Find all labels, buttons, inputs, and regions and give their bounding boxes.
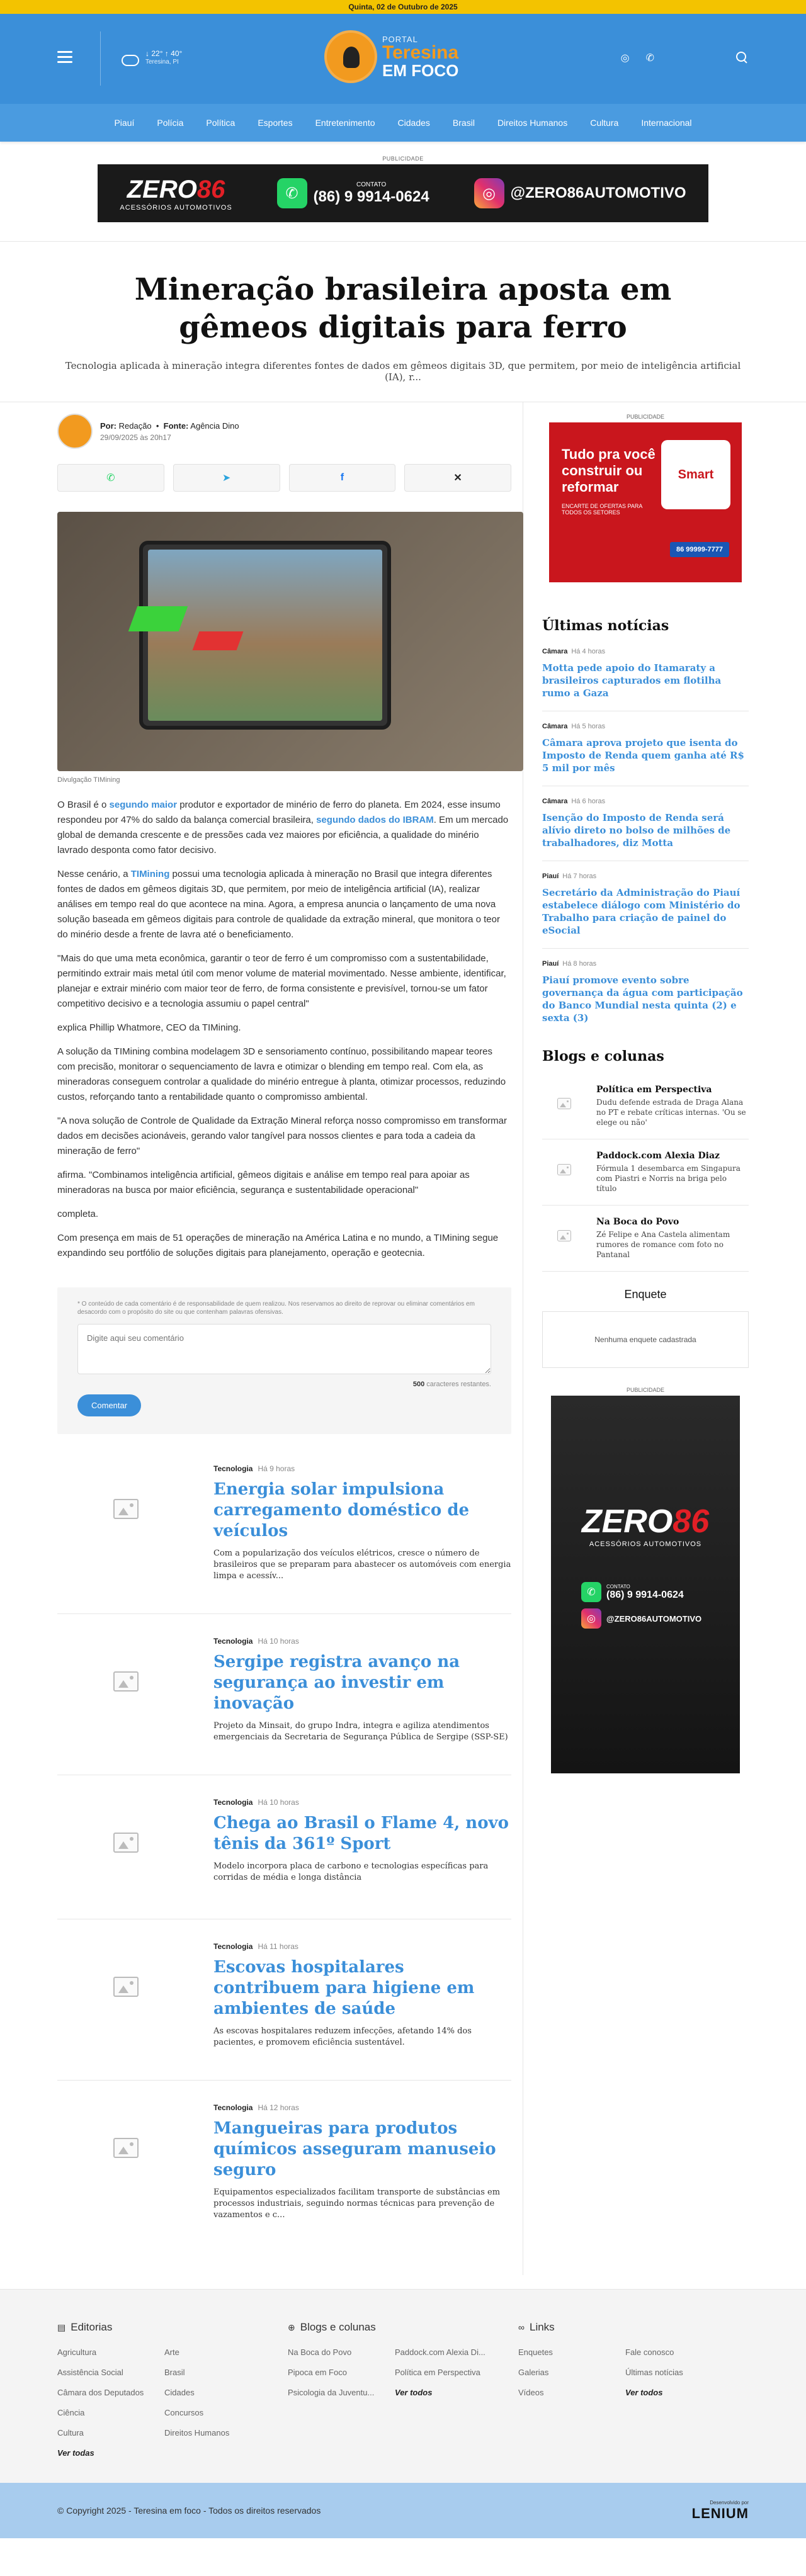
related-title[interactable]: Mangueiras para produtos químicos asseguram manuseio seguro <box>213 2119 496 2179</box>
footer-editorias <box>57 2321 288 2458</box>
footer-link[interactable]: Política em Perspectiva <box>395 2368 480 2377</box>
time: Há 11 horas <box>258 1942 298 1951</box>
article-date: 29/09/2025 às 20h17 <box>100 432 171 442</box>
paragraph: "Mais do que uma meta econômica, garantir o teor de ferro é um compromisso com a sustentabilidade, permitindo extrair mais metal útil com menor volume de material movimentado. Nesse ambiente, identificar, planejar e extrair minério com maior teor de ferro, de forma consistente e previsível, tornou-se um fator competitivo decisivo e a tecnologia assumiu o papel central" <box>57 953 506 1009</box>
category: Câmara <box>542 648 568 655</box>
share-row <box>57 464 511 512</box>
source-label: Fonte: <box>163 421 189 431</box>
footer-links-title: Links <box>529 2321 555 2333</box>
time: Há 6 horas <box>571 798 606 805</box>
x-icon: ✕ <box>453 473 462 483</box>
paragraph: completa. <box>57 1209 99 1219</box>
ad-instagram: @ZERO86AUTOMOTIVO <box>510 184 686 201</box>
side-ad-smart[interactable] <box>549 422 742 582</box>
ad-instagram: @ZERO86AUTOMOTIVO <box>606 1613 702 1624</box>
site-logo[interactable] <box>324 30 458 83</box>
poll-title: Enquete <box>624 1288 667 1301</box>
category: Piauí <box>542 873 559 880</box>
blogs-title: Blogs e colunas <box>542 1048 664 1065</box>
image-icon <box>557 1230 571 1241</box>
side-ad-sub: ENCARTE DE OFERTAS PARA TODOS OS SETORES <box>562 503 642 516</box>
list-item <box>542 873 749 949</box>
category: Tecnologia <box>213 2103 253 2112</box>
article-title: Mineração brasileira aposta em gêmeos digitais para ferro <box>134 272 672 345</box>
related-title[interactable]: Escovas hospitalares contribuem para higiene em ambientes de saúde <box>213 1958 475 2018</box>
blog-text: Fórmula 1 desembarca em Singapura com Piastri e Norris na briga pelo título <box>596 1164 741 1193</box>
category: Tecnologia <box>213 1637 253 1646</box>
logo-line2: Teresina <box>382 42 459 63</box>
footer-link[interactable]: Arte <box>164 2347 179 2357</box>
footer-link[interactable]: Ciência <box>57 2408 85 2417</box>
time: Há 12 horas <box>258 2103 299 2112</box>
footer-link[interactable]: Psicologia da Juventu... <box>288 2388 375 2397</box>
ad-phone: (86) 9 9914-0624 <box>606 1589 684 1600</box>
latest-link[interactable]: Motta pede apoio do Itamaraty a brasileiros capturados em flotilha rumo a Gaza <box>542 662 722 699</box>
latest-title: Últimas notícias <box>542 618 669 634</box>
footer-blogs-title: Blogs e colunas <box>300 2321 376 2333</box>
latest-link[interactable]: Isenção do Imposto de Renda será alívio direto no bolso de milhões de trabalhadores, diz Motta <box>542 812 731 849</box>
image-icon <box>113 1977 139 1997</box>
list-item[interactable] <box>542 1078 749 1139</box>
list-item[interactable] <box>57 1637 511 1775</box>
top-ad <box>0 142 806 242</box>
whatsapp-icon[interactable]: ✆ <box>645 53 654 64</box>
share-telegram-button[interactable] <box>173 464 280 492</box>
char-count: 500 caracteres restantes. <box>412 1381 491 1388</box>
footer-link[interactable]: Brasil <box>164 2368 185 2377</box>
link-segundo-maior[interactable]: segundo maior <box>109 799 178 810</box>
search-icon[interactable] <box>735 50 749 64</box>
paragraph: A solução da TIMining combina modelagem 3D e sensoriamento contínuo, possibilitando mapear teores com precisão, monitorar o sequenciamento de lavra e otimizar o blending em tempo real. Com ela, as mineradoras conseguem controlar a qualidade do minério entregue à planta, otimizar processos, reduzindo custos, reforçando tanto a rentabilidade quanto o compromisso ambiental. <box>57 1046 506 1102</box>
link-timining[interactable]: TIMining <box>130 869 170 879</box>
header-social <box>621 52 654 64</box>
paragraph: afirma. "Combinamos inteligência artificial, gêmeos digitais e análise em tempo real para apoiar as mineradoras na busca por maior eficiência, segurança e sustentabilidade operacional" <box>57 1170 470 1195</box>
header-divider <box>100 31 101 86</box>
nav-item-direitos-humanos[interactable]: Direitos Humanos <box>497 118 568 128</box>
globe-icon: ⊕ <box>288 2322 295 2332</box>
source-name: Agência Dino <box>190 421 239 431</box>
related-news <box>57 1464 511 2252</box>
link-ibram[interactable]: segundo dados do IBRAM <box>316 815 434 825</box>
footer-link[interactable]: Na Boca do Povo <box>288 2347 352 2357</box>
share-facebook-button[interactable] <box>289 464 396 492</box>
article-body <box>57 798 511 1261</box>
footer-link[interactable]: Câmara dos Deputados <box>57 2388 144 2397</box>
nav-item-policia[interactable]: Polícia <box>157 118 184 128</box>
nav-item-internacional[interactable]: Internacional <box>641 118 692 128</box>
ad-brand-left: ZERO <box>581 1503 673 1540</box>
list-item <box>542 798 749 861</box>
blog-text: Zé Felipe e Ana Castela alimentam rumores de romance com foto no Pantanal <box>596 1230 730 1259</box>
category: Tecnologia <box>213 1798 253 1807</box>
nav-item-politica[interactable]: Política <box>206 118 236 128</box>
article-subtitle: Tecnologia aplicada à mineração integra diferentes fontes de dados em gêmeos digitais 3D, que permitem, por meio de inteligência artificial (IA), r... <box>65 360 741 383</box>
footer-link[interactable]: Últimas notícias <box>625 2368 683 2377</box>
comment-input[interactable] <box>77 1324 491 1374</box>
footer-link[interactable]: Fale conosco <box>625 2347 674 2357</box>
related-title[interactable]: Sergipe registra avanço na segurança ao investir em inovação <box>213 1652 460 1713</box>
share-x-button[interactable] <box>404 464 511 492</box>
zero86-banner[interactable] <box>98 164 708 222</box>
instagram-icon: ◎ <box>474 178 504 208</box>
instagram-icon: ◎ <box>581 1608 601 1629</box>
related-title[interactable]: Chega ao Brasil o Flame 4, novo tênis da 361º Sport <box>213 1814 509 1853</box>
developer-credit[interactable] <box>692 2500 749 2522</box>
list-item[interactable] <box>542 1211 749 1272</box>
newspaper-icon: ▤ <box>57 2322 66 2332</box>
whatsapp-icon: ✆ <box>277 178 307 208</box>
author-row: Por: Redação • Fonte: Agência Dino 29/09/2025 às 20h17 <box>57 414 511 464</box>
footer-link[interactable]: Enquetes <box>518 2347 553 2357</box>
comment-note: * O conteúdo de cada comentário é de responsabilidade de quem realizou. Nos reservamos ao direito de reprovar ou eliminar comentários em desacordo com o propósito do site ou que contenham palavras ofensivas. <box>77 1301 475 1316</box>
paragraph: "A nova solução de Controle de Qualidade da Extração Mineral reforça nosso compromisso em transformar dados em decisões acionáveis, gerando valor tangível para nossos clientes e para toda a cadeia da mineração de ferro" <box>57 1116 508 1156</box>
comment-box <box>57 1287 511 1434</box>
ad-contact-label: CONTATO <box>606 1583 630 1590</box>
blog-name: Na Boca do Povo <box>596 1217 679 1227</box>
avatar <box>57 414 93 449</box>
ad-label: PUBLICIDADE <box>626 414 665 420</box>
logo-mark <box>324 30 377 83</box>
related-excerpt: Modelo incorpora placa de carbono e tecnologias específicas para corridas de média e longa distância <box>213 1861 489 1882</box>
image-caption: Divulgação TIMining <box>57 776 120 784</box>
nav-item-esportes[interactable]: Esportes <box>258 118 293 128</box>
poll-empty: Nenhuma enquete cadastrada <box>542 1311 749 1368</box>
weather-city: Teresina, PI <box>145 59 179 65</box>
logo-line1: PORTAL <box>382 34 418 44</box>
side-ad-headline: Tudo pra você construir ou reformar <box>562 446 656 495</box>
time: Há 10 horas <box>258 1637 299 1646</box>
time: Há 4 horas <box>571 648 606 655</box>
article-hero-image <box>57 512 523 771</box>
blog-name: Paddock.com Alexia Diaz <box>596 1151 720 1161</box>
telegram-icon: ➤ <box>222 473 231 483</box>
footer-link[interactable]: Vídeos <box>518 2388 544 2397</box>
list-item[interactable] <box>542 1144 749 1206</box>
list-item <box>542 960 749 1036</box>
instagram-icon[interactable]: ◎ <box>620 53 630 64</box>
footer-link[interactable]: Concursos <box>164 2408 204 2417</box>
ad-label: PUBLICIDADE <box>382 155 424 162</box>
comment-button[interactable]: Comentar <box>77 1394 141 1416</box>
side-ad-phone: 86 99999-7777 <box>670 542 729 557</box>
list-item[interactable] <box>57 1942 511 2081</box>
image-icon <box>113 1833 139 1853</box>
list-item <box>542 648 749 711</box>
latest-link[interactable]: Secretário da Administração do Piauí estabelece diálogo com Ministério do Trabalho para criação de painel do eSocial <box>542 887 741 936</box>
ad-brand-left: ZERO <box>127 175 197 203</box>
footer-link[interactable]: Cultura <box>57 2428 84 2438</box>
footer-see-all[interactable]: Ver todos <box>395 2388 433 2397</box>
copyright: © Copyright 2025 - Teresina em foco - Todos os direitos reservados <box>57 2505 321 2516</box>
paragraph: explica Phillip Whatmore, CEO da TIMining. <box>57 1022 241 1033</box>
ad-label: PUBLICIDADE <box>626 1387 665 1393</box>
category: Câmara <box>542 723 568 730</box>
footer-link[interactable]: Direitos Humanos <box>164 2428 230 2438</box>
image-icon <box>557 1164 571 1175</box>
link-icon: ∞ <box>518 2322 525 2332</box>
category: Tecnologia <box>213 1464 253 1473</box>
nav-item-cultura[interactable]: Cultura <box>590 118 619 128</box>
main-nav <box>0 104 806 142</box>
related-excerpt: Equipamentos especializados facilitam transporte de substâncias em processos industriais, seguindo normas técnicas para prevenção de vazamentos e c... <box>213 2188 501 2220</box>
footer-link[interactable]: Cidades <box>164 2388 195 2397</box>
latest-link[interactable]: Piauí promove evento sobre governança da água com participação do Banco Mundial nesta quinta (2) e sexta (3) <box>542 974 743 1024</box>
nav-item-piaui[interactable]: Piauí <box>114 118 135 128</box>
footer-see-all[interactable]: Ver todos <box>625 2388 663 2397</box>
site-footer <box>0 2289 806 2483</box>
category: Piauí <box>542 960 559 968</box>
category: Câmara <box>542 798 568 805</box>
temp-min: 22 <box>151 49 160 58</box>
ad-phone: (86) 9 9914-0624 <box>313 188 429 205</box>
image-icon <box>557 1098 571 1109</box>
dev-label: Desenvolvido por <box>710 2499 749 2505</box>
footer-link[interactable]: Pipoca em Foco <box>288 2368 347 2377</box>
nav-item-brasil[interactable]: Brasil <box>452 118 475 128</box>
side-ad-zero86[interactable] <box>551 1396 740 1773</box>
image-icon <box>113 2138 139 2158</box>
ad-contact-label: CONTATO <box>356 181 387 188</box>
menu-button[interactable] <box>57 45 80 68</box>
cloud-icon <box>120 51 139 65</box>
footer-link[interactable]: Galerias <box>518 2368 549 2377</box>
time: Há 9 horas <box>258 1464 295 1473</box>
side-ad-brand: Smart <box>661 440 730 509</box>
image-icon <box>113 1499 139 1519</box>
blog-text: Dudu defende estrada de Draga Alana no PT e rebate críticas internas. 'Ou se elege ou não' <box>596 1098 746 1127</box>
temp-max: 40 <box>171 49 179 58</box>
sidebar <box>523 402 749 2275</box>
bottom-bar <box>0 2483 806 2538</box>
related-excerpt: Projeto da Minsait, do grupo Indra, integra e agiliza atendimentos emergenciais da Secretaria de Segurança Pública de Sergipe (SSP-SE) <box>213 1721 508 1742</box>
category: Tecnologia <box>213 1942 253 1951</box>
footer-link[interactable]: Agricultura <box>57 2347 97 2357</box>
footer-link[interactable]: Assistência Social <box>57 2368 123 2377</box>
latest-link[interactable]: Câmara aprova projeto que isenta do Imposto de Renda quem ganha até R$ 5 mil por mês <box>542 737 744 774</box>
footer-blogs <box>288 2321 518 2458</box>
footer-editorias-title: Editorias <box>71 2321 113 2333</box>
whatsapp-icon: ✆ <box>106 473 115 483</box>
list-item <box>542 723 749 786</box>
footer-links <box>518 2321 749 2458</box>
ad-brand-right: 86 <box>673 1503 710 1540</box>
nav-item-entretenimento[interactable]: Entretenimento <box>315 118 375 128</box>
image-icon <box>113 1671 139 1692</box>
logo-line3: EM FOCO <box>382 60 459 80</box>
nav-item-cidades[interactable]: Cidades <box>397 118 430 128</box>
list-item[interactable] <box>57 1464 511 1614</box>
related-excerpt: As escovas hospitalares reduzem infecções, afetando 14% dos pacientes, e promovem eficiência sustentável. <box>213 2026 472 2047</box>
weather-widget: ↓ 22° ↑ 40° Teresina, PI <box>120 49 182 67</box>
time: Há 10 horas <box>258 1798 299 1807</box>
author-label: Por: <box>100 421 116 431</box>
date-bar: Quinta, 02 de Outubro de 2025 <box>0 0 806 14</box>
paragraph: Nesse cenário, a TIMining possui uma tecnologia aplicada à mineração no Brasil que integra diferentes fontes de dados em gêmeos digitais 3D, que permitem, por meio de inteligência artificial (IA), realizar análises em tempo real do que acontece na mina. Agora, a empresa anuncia o lançamento de uma nova solução baseada em gêmeos digitais para controle de qualidade da extração mineral, que monitora o teor do minério desde a frente de lavra até o beneficiamento. <box>57 869 500 940</box>
footer-see-all[interactable]: Ver todas <box>57 2448 94 2458</box>
author-name: Redação <box>118 421 152 431</box>
time: Há 5 horas <box>571 723 606 730</box>
site-header <box>0 14 806 104</box>
list-item[interactable] <box>57 2103 511 2252</box>
time: Há 7 horas <box>562 873 597 880</box>
ad-brand-sub: ACESSÓRIOS AUTOMOTIVOS <box>120 203 232 212</box>
share-whatsapp-button[interactable] <box>57 464 164 492</box>
ad-brand-sub: ACESSÓRIOS AUTOMOTIVOS <box>589 1540 702 1548</box>
list-item[interactable] <box>57 1798 511 1919</box>
paragraph: Com presença em mais de 51 operações de mineração na América Latina e no mundo, a TIMining segue expandindo seu portfólio de soluções digitais para planejamento, operação e geotecnia. <box>57 1233 499 1258</box>
blog-name: Política em Perspectiva <box>596 1085 712 1095</box>
time: Há 8 horas <box>562 960 597 968</box>
dev-logo: LENIUM <box>691 2505 749 2521</box>
footer-link[interactable]: Paddock.com Alexia Di... <box>395 2347 485 2357</box>
whatsapp-icon: ✆ <box>581 1582 601 1602</box>
facebook-icon: f <box>340 472 344 483</box>
related-excerpt: Com a popularização dos veículos elétricos, cresce o número de brasileiros que se preparam para abastecer os automóveis com energia limpa e acessív... <box>213 1549 511 1581</box>
ad-brand-right: 86 <box>196 175 225 203</box>
related-title[interactable]: Energia solar impulsiona carregamento doméstico de veículos <box>213 1480 470 1540</box>
paragraph: O Brasil é o segundo maior produtor e exportador de minério de ferro do planeta. Em 2024, esse insumo respondeu por 47% do saldo da balança comercial brasileira, segundo dados do IBRAM. Em um mercado global de demanda crescente e de pressões cada vez maiores por eficiência, a qualidade do minério lavrado desponta como fator decisivo. <box>57 799 509 856</box>
